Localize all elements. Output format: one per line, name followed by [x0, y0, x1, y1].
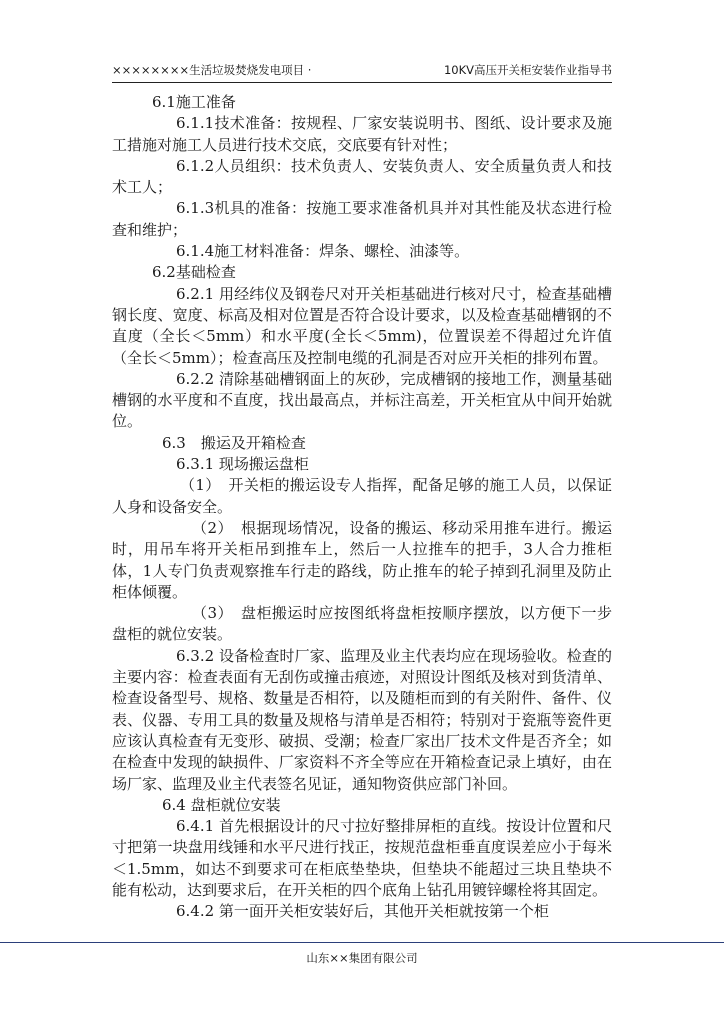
paragraph-6-2-1: 6.2.1 用经纬仪及钢卷尺对开关柜基础进行核对尺寸，检查基础槽钢长度、宽度、标高及相对位置是否符合设计要求，以及检查基础槽钢的不直度（全长＜5mm）和水平度(全长＜5mm)，位置误差不得超过允许值（全长＜5mm）；检查高压及控制电缆的孔洞是否对应开关柜的排列布置。	[112, 284, 612, 367]
paragraph-6-4-1: 6.4.1 首先根据设计的尺寸拉好整排屏柜的直线。按设计位置和尺寸把第一块盘用线锤和水平尺进行找正，按规范盘柜垂直度误差应小于每米＜1.5mm，如达不到要求可在柜底垫垫块，但垫块不能超过三块且垫块不能有松动，达到要求后，在开关柜的四个底角上钻孔用镀锌螺栓将其固定。	[112, 817, 612, 899]
paragraph-6-1-1: 6.1.1技术准备：按规程、厂家安装说明书、图纸、设计要求及施工措施对施工人员进行技术交底，交底要有针对性；	[112, 114, 612, 154]
list-item-3: （3） 盘柜搬运时应按图纸将盘柜按顺序摆放，以方便下一步盘柜的就位安装。	[112, 604, 612, 644]
section-heading-6-4: 6.4 盘柜就位安装	[162, 795, 281, 814]
footer-company-name: 山东××集团有限公司	[306, 951, 418, 965]
paragraph-6-1-3: 6.1.3机具的准备：按施工要求准备机具并对其性能及状态进行检查和维护；	[112, 199, 612, 239]
document-body	[112, 92, 612, 923]
paragraph-6-1-2: 6.1.2人员组织：技术负责人、安装负责人、安全质量负责人和技术工人；	[112, 156, 612, 197]
header-divider	[112, 82, 612, 83]
page-header	[112, 62, 612, 80]
paragraph-6-1-4: 6.1.4施工材料准备：焊条、螺栓、油漆等。	[176, 242, 470, 261]
paragraph-6-3-1: 6.3.1 现场搬运盘柜	[176, 455, 309, 474]
footer-divider	[0, 942, 724, 943]
header-document-title: 10KV高压开关柜安装作业指导书	[443, 63, 612, 77]
header-project-name: ××××××××生活垃圾焚烧发电项目 ·	[112, 63, 312, 77]
list-item-1: （1） 开关柜的搬运设专人指挥，配备足够的施工人员，以保证人身和设备安全。	[112, 476, 612, 516]
section-heading-6-2: 6.2基础检查	[152, 263, 236, 282]
paragraph-6-4-2: 6.4.2 第一面开关柜安装好后，其他开关柜就按第一个柜	[176, 902, 549, 921]
list-item-2: （2） 根据现场情况，设备的搬运、移动采用推车进行。搬运时，用吊车将开关柜吊到推车上，然后一人拉推车的把手，3人合力推柜体，1人专门负责观察推车行走的路线，防止推车的轮子掉到孔洞里及防止柜体倾覆。	[112, 518, 612, 601]
paragraph-6-3-2: 6.3.2 设备检查时厂家、监理及业主代表均应在现场验收。检查的主要内容：检查表面有无刮伤或撞击痕迹，对照设计图纸及核对到货清单、检查设备型号、规格、数量是否相符，以及随柜而到的有关附件、备件、仪表、仪器、专用工具的数量及规格与清单是否相符；特别对于瓷瓶等瓷件更应该认真检查有无变形、破损、受潮；检查厂家出厂技术文件是否齐全；如在检查中发现的缺损件、厂家资料不齐全等应在开箱检查记录上填好，由在场厂家、监理及业主代表签名见证，通知物资供应部门补回。	[112, 646, 612, 793]
section-heading-6-1: 6.1施工准备	[152, 93, 236, 111]
section-heading-6-3: 6.3 搬运及开箱检查	[162, 433, 306, 452]
paragraph-6-2-2: 6.2.2 清除基础槽钢面上的灰砂，完成槽钢的接地工作，测量基础槽钢的水平度和不直度，找出最高点，并标注高差，开关柜宜从中间开始就位。	[112, 369, 612, 431]
